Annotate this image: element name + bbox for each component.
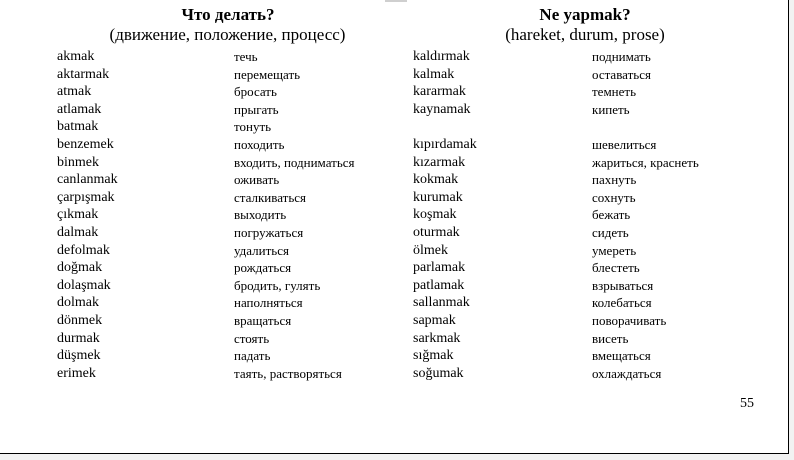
left-turkish-word: atlamak: [57, 101, 102, 117]
right-turkish-word: kaldırmak: [413, 49, 470, 64]
left-russian-translation: стоять: [234, 330, 270, 346]
page-right-shadow: [789, 0, 794, 460]
right-russian-translation: охлаждаться: [592, 365, 662, 381]
right-turkish-word: oturmak: [413, 224, 460, 240]
right-russian-translation: сохнуть: [592, 189, 636, 205]
left-russian-translation: падать: [234, 348, 271, 364]
left-russian-translation: перемещать: [234, 66, 301, 82]
left-turkish-word: düşmek: [57, 348, 101, 364]
left-russian-translation: походить: [234, 136, 285, 152]
right-turkish-word: ölmek: [413, 242, 448, 258]
right-russian-translation: бежать: [592, 207, 631, 223]
right-russian-translation: колебаться: [592, 295, 652, 311]
right-turkish-word: kalmak: [413, 66, 455, 82]
right-russian-translation: висеть: [592, 330, 629, 346]
right-russian-translation: пахнуть: [592, 172, 637, 188]
right-turkish-word: [413, 118, 477, 136]
left-russian-translation: вращаться: [234, 312, 292, 328]
right-turkish-word: kurumak: [413, 189, 463, 205]
right-turkish-word: sığmak: [413, 348, 454, 364]
left-russian-translation: бродить, гулять: [234, 277, 321, 293]
left-turkish-word: dönmek: [57, 312, 103, 328]
right-turkish-word: soğumak: [413, 365, 464, 381]
right-russian-translation: жариться, краснеть: [592, 154, 699, 170]
right-russian-column: [592, 48, 699, 382]
left-turkish-word: atmak: [57, 84, 92, 100]
right-turkish-word: kokmak: [413, 172, 459, 188]
right-russian-translation: шевелиться: [592, 136, 657, 152]
left-russian-translation: таять, растворяться: [234, 365, 342, 381]
top-edge-mark: [385, 0, 407, 2]
left-turkish-word: aktarmak: [57, 66, 110, 82]
right-russian-translation: темнеть: [592, 84, 637, 100]
left-turkish-word: binmek: [57, 154, 99, 170]
left-turkish-word: benzemek: [57, 136, 114, 152]
left-turkish-word: dolaşmak: [57, 277, 111, 293]
left-russian-column: [234, 48, 355, 382]
left-turkish-word: akmak: [57, 49, 95, 64]
left-russian-translation: выходить: [234, 207, 287, 223]
left-russian-translation: погружаться: [234, 224, 304, 240]
right-russian-translation: оставаться: [592, 66, 651, 82]
left-turkish-word: durmak: [57, 330, 100, 346]
right-russian-translation: умереть: [592, 242, 637, 258]
right-turkish-word: sapmak: [413, 312, 456, 328]
right-turkish-word: sallanmak: [413, 295, 470, 311]
left-russian-translation: удалиться: [234, 242, 289, 258]
left-russian-translation: наполняться: [234, 295, 303, 311]
right-turkish-word: sarkmak: [413, 330, 461, 346]
left-russian-translation: сталкиваться: [234, 189, 307, 205]
right-russian-translation: поворачивать: [592, 312, 667, 328]
right-russian-translation: взрываться: [592, 277, 654, 293]
right-russian-translation: блестеть: [592, 260, 640, 276]
right-russian-translation: сидеть: [592, 224, 629, 240]
left-russian-translation: рождаться: [234, 260, 292, 276]
right-russian-translation: кипеть: [592, 101, 630, 117]
right-turkish-word: parlamak: [413, 260, 466, 276]
left-russian-translation: прыгать: [234, 101, 279, 117]
left-russian-translation: тонуть: [234, 119, 272, 135]
left-russian-translation: оживать: [234, 172, 280, 188]
left-turkish-word: batmak: [57, 119, 99, 135]
right-russian-translation: вмещаться: [592, 348, 651, 364]
left-turkish-word: çıkmak: [57, 207, 99, 223]
right-turkish-word: patlamak: [413, 277, 465, 293]
left-russian-translation: течь: [234, 49, 258, 64]
left-turkish-word: erimek: [57, 365, 96, 381]
left-turkish-word: canlanmak: [57, 172, 118, 188]
left-russian-translation: бросать: [234, 84, 277, 100]
right-section-subtitle: (hareket, durum, prose): [505, 25, 665, 44]
left-turkish-word: dalmak: [57, 224, 99, 240]
right-turkish-word: kararmak: [413, 84, 466, 100]
left-russian-translation: входить, подниматься: [234, 154, 355, 170]
right-turkish-word: koşmak: [413, 207, 457, 223]
right-turkish-word: kaynamak: [413, 101, 471, 117]
right-russian-translation: поднимать: [592, 49, 651, 64]
left-turkish-word: dolmak: [57, 295, 99, 311]
right-section-title: Ne yapmak?: [539, 5, 631, 24]
right-turkish-word: kızarmak: [413, 154, 466, 170]
left-section-subtitle: (движение, положение, процесс): [109, 25, 346, 44]
left-section-title: Что делать?: [181, 5, 275, 24]
left-turkish-word: çarpışmak: [57, 189, 115, 205]
left-turkish-column: [57, 48, 118, 382]
right-turkish-column: [413, 48, 477, 382]
left-turkish-word: doğmak: [57, 260, 103, 276]
right-russian-translation: [592, 118, 699, 136]
page-number: 55: [740, 396, 754, 411]
page-bottom-shadow: [0, 454, 794, 460]
left-turkish-word: defolmak: [57, 242, 110, 258]
right-turkish-word: kıpırdamak: [413, 136, 477, 152]
